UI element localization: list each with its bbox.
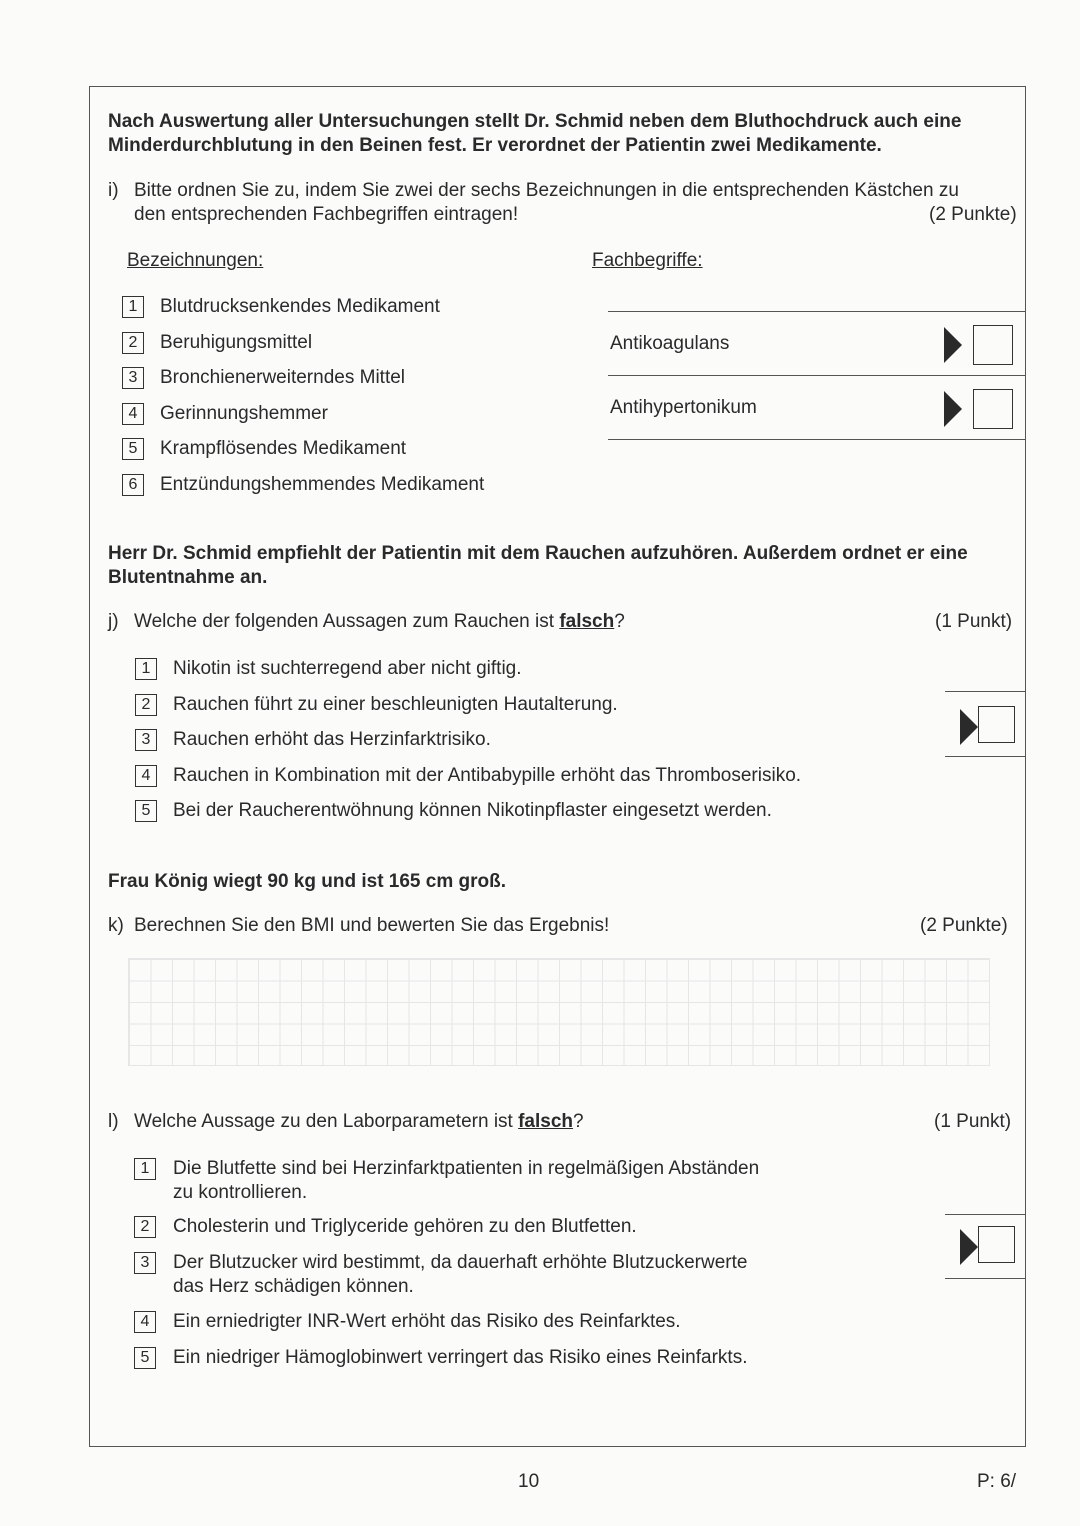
question-j-points: (1 Punkt): [935, 611, 1013, 632]
answer-box-antikoagulans[interactable]: [973, 325, 1013, 365]
intro-k: Frau König wiegt 90 kg und ist 165 cm groß.: [108, 871, 507, 892]
column-header-fachbegriffe: Fachbegriffe:: [592, 250, 703, 271]
divider: [608, 311, 1026, 312]
option-text: Entzündungshemmendes Medikament: [160, 474, 485, 495]
question-k-label: k): [108, 915, 124, 936]
answer-box-j[interactable]: [978, 706, 1015, 743]
option-number: 3: [122, 367, 144, 389]
option-text: Cholesterin und Triglyceride gehören zu den Blutfetten.: [173, 1216, 637, 1237]
option-number: 4: [135, 765, 157, 787]
option-text-cont: zu kontrollieren.: [173, 1182, 308, 1203]
intro-j: Herr Dr. Schmid empfiehlt der Patientin mit dem Rauchen aufzuhören. Außerdem ordnet er eine Blutentnahme an.: [108, 543, 968, 588]
option-text: Bronchienerweiterndes Mittel: [160, 367, 406, 388]
question-k-text: Berechnen Sie den BMI und bewerten Sie das Ergebnis!: [134, 915, 610, 936]
question-i-line2: den entsprechenden Fachbegriffen eintragen!: [134, 204, 519, 225]
question-l-text: Welche Aussage zu den Laborparametern ist falsch?: [134, 1111, 584, 1132]
term-antikoagulans: Antikoagulans: [610, 333, 730, 354]
arrow-right-icon: [944, 327, 962, 363]
intro-i: Nach Auswertung aller Untersuchungen stellt Dr. Schmid neben dem Bluthochdruck auch eine Minderdurchblutung in den Beinen fest. Er verordnet der Patientin zwei Medikamente.: [108, 111, 962, 156]
option-number: 5: [122, 438, 144, 460]
option-text: Die Blutfette sind bei Herzinfarktpatienten in regelmäßigen Abständen: [173, 1158, 760, 1179]
column-header-bezeichnungen: Bezeichnungen:: [127, 250, 264, 271]
question-i-label: i): [108, 180, 119, 201]
answer-grid-area[interactable]: [128, 958, 990, 1066]
option-text: Bei der Raucherentwöhnung können Nikotinpflaster eingesetzt werden.: [173, 800, 772, 821]
page-code: P: 6/: [977, 1471, 1017, 1492]
divider: [608, 439, 1026, 440]
divider: [945, 1278, 1025, 1279]
divider: [608, 375, 1026, 376]
question-i-line1: Bitte ordnen Sie zu, indem Sie zwei der sechs Bezeichnungen in die entsprechenden Kästchen zu: [134, 180, 959, 201]
option-number: 4: [122, 403, 144, 425]
option-text: Der Blutzucker wird bestimmt, da dauerhaft erhöhte Blutzuckerwerte: [173, 1252, 748, 1273]
question-k-points: (2 Punkte): [920, 915, 1008, 936]
page-number: 10: [518, 1471, 540, 1492]
divider: [945, 1214, 1025, 1215]
option-number: 1: [134, 1158, 156, 1180]
emphasis-falsch: falsch: [559, 611, 615, 632]
option-text: Ein niedriger Hämoglobinwert verringert das Risiko eines Reinfarkts.: [173, 1347, 748, 1368]
option-number: 3: [135, 729, 157, 751]
option-text: Rauchen führt zu einer beschleunigten Hautalterung.: [173, 694, 618, 715]
option-number: 1: [135, 658, 157, 680]
question-j-label: j): [108, 611, 119, 632]
option-number: 6: [122, 474, 144, 496]
term-antihypertonikum: Antihypertonikum: [610, 397, 757, 418]
option-text: Gerinnungshemmer: [160, 403, 328, 424]
divider: [945, 691, 1025, 692]
option-text: Rauchen erhöht das Herzinfarktrisiko.: [173, 729, 491, 750]
arrow-right-icon: [960, 1229, 978, 1265]
option-number: 4: [134, 1311, 156, 1333]
option-number: 2: [134, 1216, 156, 1238]
question-l-points: (1 Punkt): [934, 1111, 1012, 1132]
option-number: 5: [135, 800, 157, 822]
option-number: 5: [134, 1347, 156, 1369]
answer-box-antihypertonikum[interactable]: [973, 389, 1013, 429]
option-text: Rauchen in Kombination mit der Antibabypille erhöht das Thromboserisiko.: [173, 765, 802, 786]
option-number: 2: [122, 332, 144, 354]
question-i-points: (2 Punkte): [929, 204, 1017, 225]
option-number: 2: [135, 694, 157, 716]
arrow-right-icon: [960, 709, 978, 745]
emphasis-falsch: falsch: [518, 1111, 574, 1132]
option-text-cont: das Herz schädigen können.: [173, 1276, 414, 1297]
answer-box-l[interactable]: [978, 1226, 1015, 1263]
option-number: 3: [134, 1252, 156, 1274]
option-text: Ein erniedrigter INR-Wert erhöht das Risiko des Reinfarktes.: [173, 1311, 681, 1332]
divider: [945, 756, 1025, 757]
question-l-label: l): [108, 1111, 119, 1132]
option-number: 1: [122, 296, 144, 318]
option-text: Beruhigungsmittel: [160, 332, 313, 353]
option-text: Nikotin ist suchterregend aber nicht giftig.: [173, 658, 522, 679]
question-j-text: Welche der folgenden Aussagen zum Rauchen ist falsch?: [134, 611, 625, 632]
option-text: Blutdrucksenkendes Medikament: [160, 296, 440, 317]
arrow-right-icon: [944, 391, 962, 427]
option-text: Krampflösendes Medikament: [160, 438, 407, 459]
